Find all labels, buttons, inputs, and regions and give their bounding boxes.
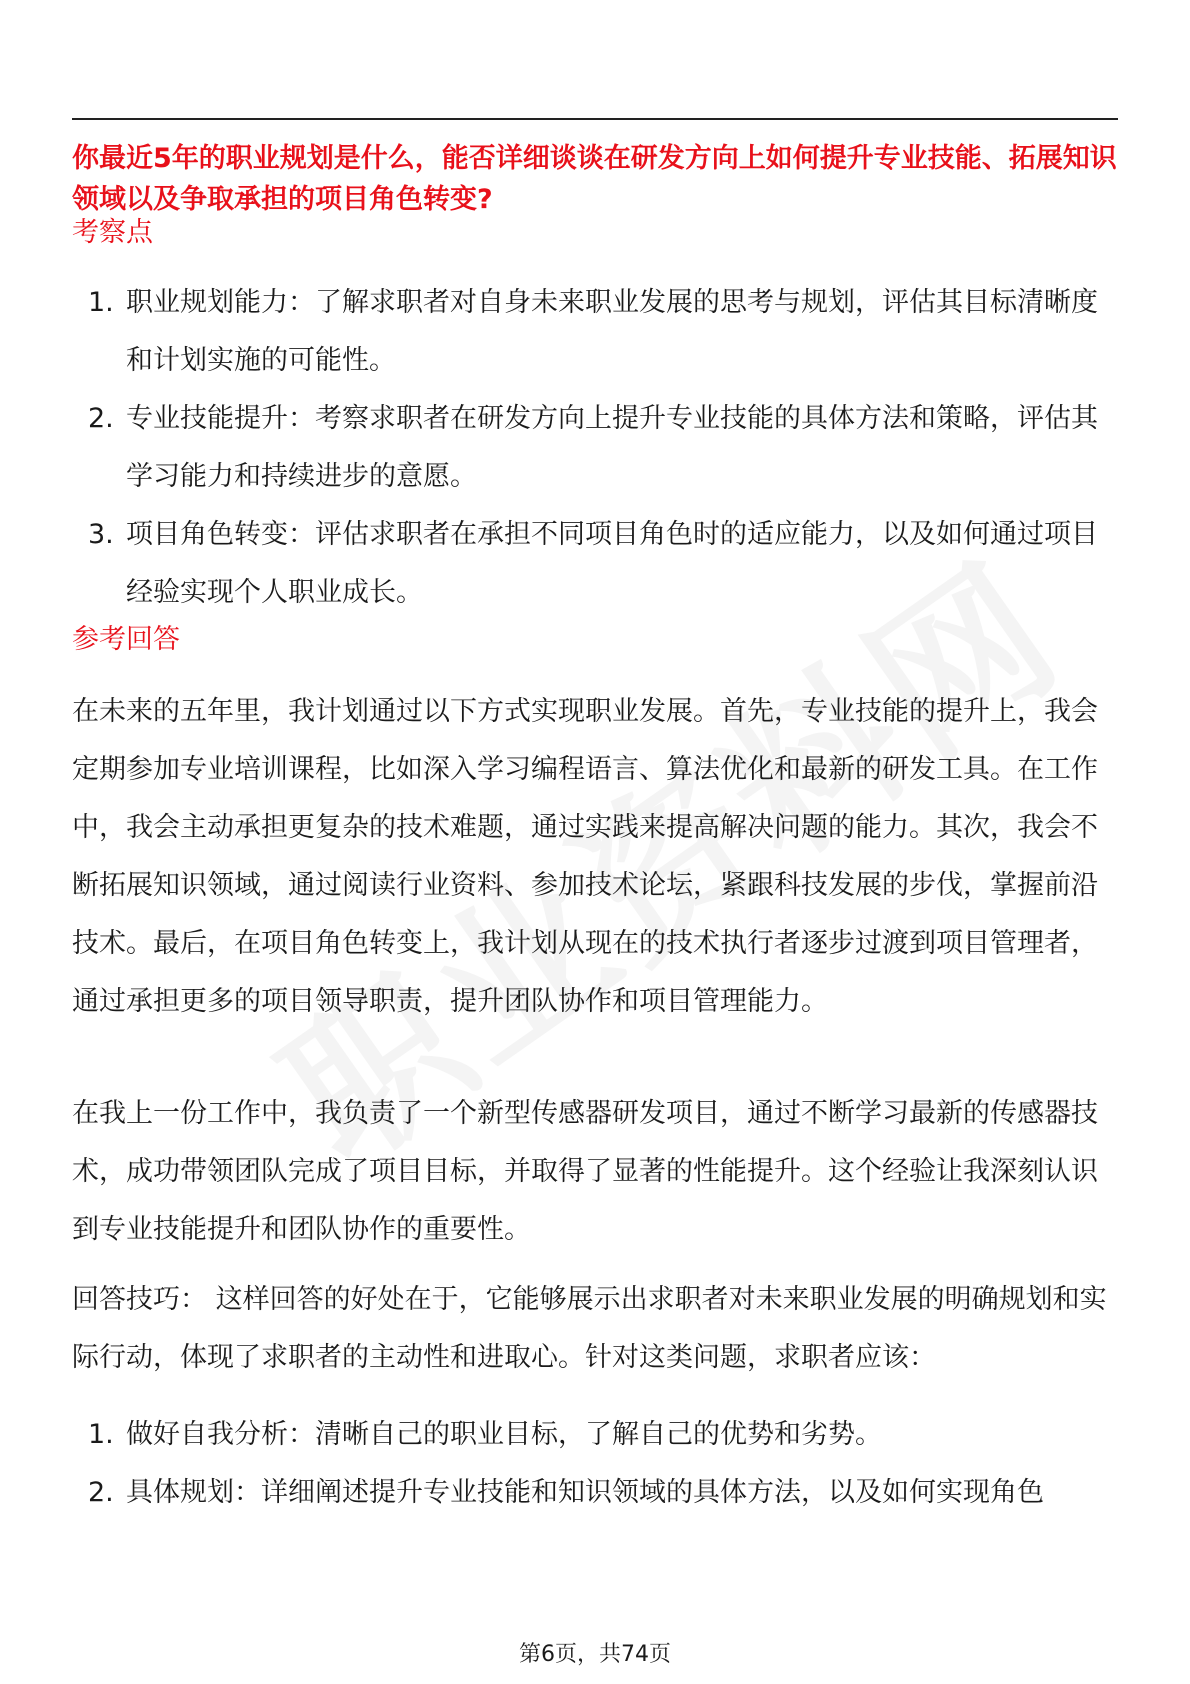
list-item-text: 具体规划：详细阐述提升专业技能和知识领域的具体方法，以及如何实现角色 [126,1477,1044,1508]
list-item-number: 1. [88,287,114,318]
answer-heading: 参考回答 [72,624,180,655]
list-item [72,274,1122,390]
answer-paragraph-1: 在未来的五年里，我计划通过以下方式实现职业发展。首先，专业技能的提升上，我会定期参加专业培训课程，比如深入学习编程语言、算法优化和最新的研发工具。在工作中，我会主动承担更复杂的技术难题，通过实践来提高解决问题的能力。其次，我会不断拓展知识领域，通过阅读行业资料、参加技术论坛，紧跟科技发展的步伐，掌握前沿技术。最后，在项目角色转变上，我计划从现在的技术执行者逐步过渡到项目管理者，通过承担更多的项目领导职责，提升团队协作和项目管理能力。 [72,696,1098,1017]
page-footer: 第6页，共74页 [519,1642,671,1667]
question-title: 你最近5年的职业规划是什么，能否详细谈谈在研发方向上如何提升专业技能、拓展知识领域以及争取承担的项目角色转变? [72,143,1117,215]
list-item-number: 1. [88,1419,114,1450]
list-item [72,390,1122,506]
list-item-text: 专业技能提升：考察求职者在研发方向上提升专业技能的具体方法和策略，评估其学习能力和持续进步的意愿。 [126,403,1098,492]
list-item-number: 2. [88,1477,114,1508]
list-item-text: 项目角色转变：评估求职者在承担不同项目角色时的适应能力，以及如何通过项目经验实现个人职业成长。 [126,519,1098,608]
list-item-number: 3. [88,519,114,550]
top-divider [72,118,1118,120]
list-item [72,1406,1122,1464]
examine-list [72,274,1122,622]
list-item-text: 做好自我分析：清晰自己的职业目标，了解自己的优势和劣势。 [126,1419,882,1450]
list-item [72,1464,1122,1522]
examine-heading: 考察点 [72,217,153,248]
list-item-number: 2. [88,403,114,434]
list-item [72,506,1122,622]
answer-paragraph-2: 在我上一份工作中，我负责了一个新型传感器研发项目，通过不断学习最新的传感器技术，成功带领团队完成了项目目标，并取得了显著的性能提升。这个经验让我深刻认识到专业技能提升和团队协作的重要性。 [72,1098,1098,1245]
answer-tips-intro: 回答技巧： 这样回答的好处在于，它能够展示出求职者对未来职业发展的明确规划和实际行动，体现了求职者的主动性和进取心。针对这类问题，求职者应该： [72,1284,1107,1373]
list-item-text: 职业规划能力：了解求职者对自身未来职业发展的思考与规划，评估其目标清晰度和计划实施的可能性。 [126,287,1098,376]
tips-list [72,1406,1122,1522]
